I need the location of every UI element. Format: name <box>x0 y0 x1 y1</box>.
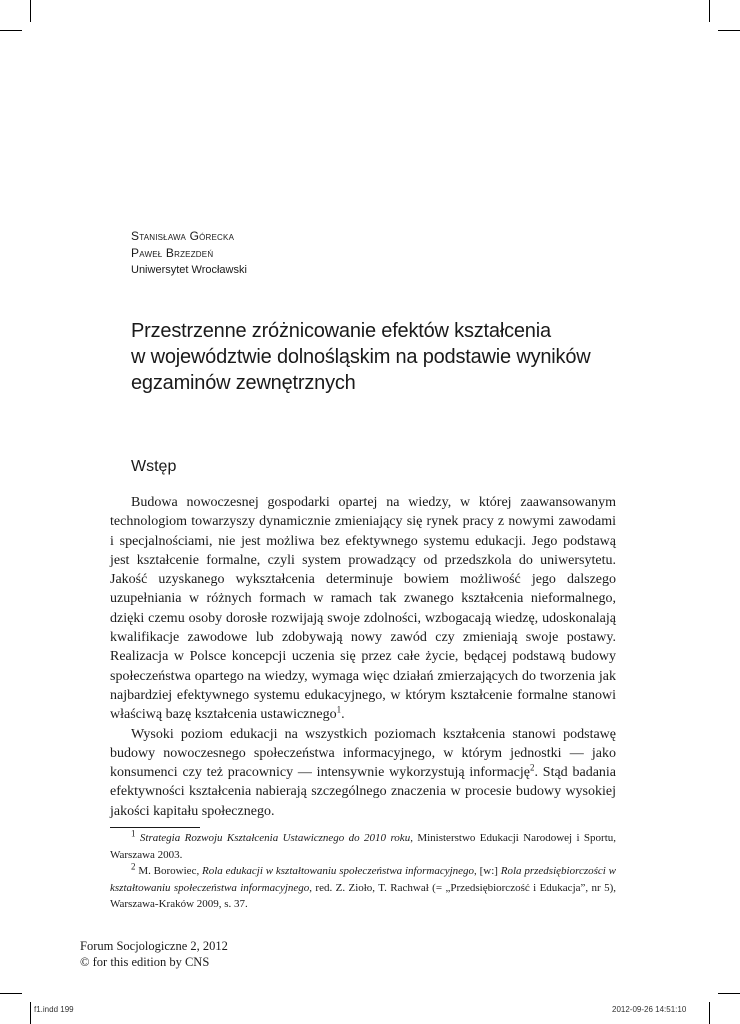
crop-mark <box>0 30 22 31</box>
slug-file: f1.indd 199 <box>34 1005 74 1014</box>
article-title <box>131 318 631 396</box>
title-line: w województwie dolnośląskim na podstawie wyników <box>131 346 591 368</box>
affiliation: Uniwersytet Wrocławski <box>131 264 247 276</box>
footnote-title: Rola przedsiębiorczości w kształtowaniu społeczeństwa informacyjnego <box>110 865 617 894</box>
footnote-text: M. Borowiec, <box>138 865 203 877</box>
crop-mark <box>709 1002 710 1024</box>
footnote-title: Strategia Rozwoju Kształcenia Ustawicznego do 2010 roku <box>139 832 411 844</box>
paragraph-text: Budowa nowoczesnej gospodarki opartej na wiedzy, w której zaawansowanym technologiom towarzyszy dynamicznie zmieniający się rynek pracy z nowymi zawodami i specjalnościami, nie jest możliwa bez efektywnego systemu edukacji. Jego podstawą jest kształcenie formalne, czyli system prowadzący od przedszkola do uniwersytetu. Jakość uzyskanego wykształcenia determinuje bowiem możliwość jego dalszego uzupełniania w różnych formach w ramach tak zwanego kształcenia nieformalnego, dzięki czemu osoby dorosłe rozwijają swoje zdolności, wzbogacają wiedzę, udoskonalają kwalifikacje zawodowe lub zdobywają nowy zawód czy zmieniają swoje postawy. Realizacja w Polsce koncepcji uczenia się przez całe życie, będącej podstawą budowy społeczeństwa opartego na wiedzy, wymaga więc działań zmierzających do tworzenia jak najbardziej efektywnego systemu edukacyjnego, w którym kształcenie formalne stanowi właściwą bazę kształcenia ustawicznego <box>110 495 616 723</box>
footnote-number: 2 <box>131 861 136 872</box>
footnote-text: , [w:] <box>474 865 501 877</box>
body-text <box>110 493 616 821</box>
footnote-ref[interactable]: 1 <box>336 704 342 715</box>
crop-mark <box>709 0 710 22</box>
footnote-title: Rola edukacji w kształtowaniu społeczeństwa informacyjnego <box>202 865 475 877</box>
crop-mark <box>30 0 31 22</box>
footnote <box>110 830 616 863</box>
footnote-divider <box>110 827 200 828</box>
footnote-text: , red. Z. Zioło, T. Rachwał (= „Przedsiębiorczość i Edukacja”, nr 5), Warszawa-Kraków 2009, s. 37. <box>110 881 616 910</box>
paragraph-text: . Stąd badania efektywności kształcenia nabierają szczególnego znaczenia w procesie budowy wysokiej jakości kapitału społecznego. <box>110 765 617 819</box>
slug-timestamp: 2012-09-26 14:51:10 <box>612 1005 687 1014</box>
footnote-text: , Ministerstwo Edukacji Narodowej i Sportu, Warszawa 2003. <box>110 832 617 861</box>
footnote <box>110 863 616 913</box>
footnotes <box>110 830 616 913</box>
paragraph <box>110 493 616 725</box>
journal-info: Forum Socjologiczne 2, 2012 <box>80 939 228 953</box>
section-heading: Wstęp <box>131 458 177 475</box>
crop-mark <box>30 1002 31 1024</box>
crop-mark <box>0 993 22 994</box>
author-block <box>131 228 247 279</box>
title-line: Przestrzenne zróżnicowanie efektów kształcenia <box>131 320 551 342</box>
paragraph <box>110 725 616 821</box>
footnote-number: 1 <box>131 828 136 839</box>
paragraph-text: Wysoki poziom edukacji na wszystkich poziomach kształcenia stanowi podstawę budowy nowoczesnego społeczeństwa informacyjnego, w którym jednostki — jako konsumenci czy też pracownicy — intensywnie wykorzystują informację <box>110 726 616 781</box>
title-line: egzaminów zewnętrznych <box>131 372 356 394</box>
crop-mark <box>718 993 740 994</box>
copyright-notice: © for this edition by CNS <box>80 955 210 969</box>
author-name: Paweł Brzezdeń <box>131 246 214 260</box>
paragraph-text: . <box>341 707 345 723</box>
imprint <box>80 938 228 970</box>
crop-mark <box>718 30 740 31</box>
footnote-ref[interactable]: 2 <box>530 762 535 773</box>
author-name: Stanisława Górecka <box>131 229 235 243</box>
